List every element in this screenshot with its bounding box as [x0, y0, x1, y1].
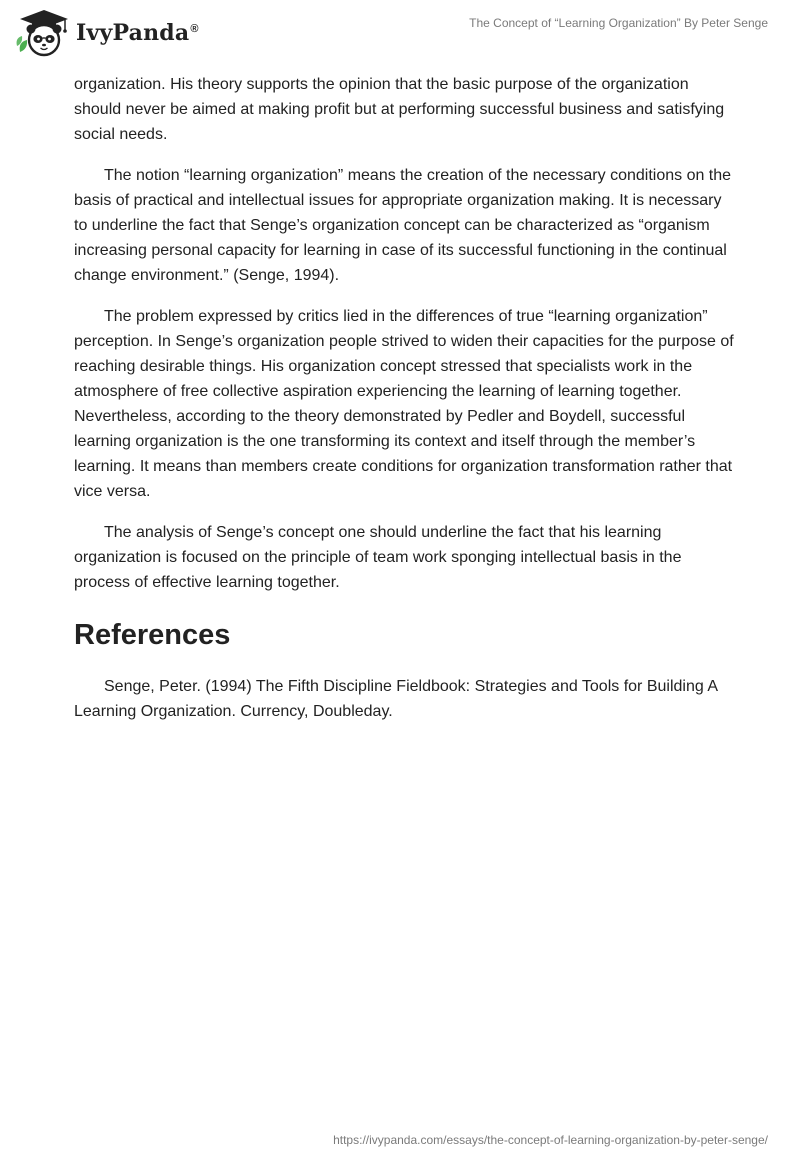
references-heading: References: [74, 619, 231, 651]
essay-content: [74, 72, 734, 740]
logo-text: IvyPanda®: [76, 20, 199, 46]
ivypanda-logo[interactable]: [14, 8, 199, 58]
paragraph: The notion “learning organization” means the creation of the necessary conditions on the basis of practical and intellectual issues for appropriate organization making. It is necessary to underline the fact that Senge’s organization concept can be characterized as “organism increasing personal capacity for learning in case of its successful functioning in the continual change environment.” (Senge, 1994).: [74, 167, 732, 284]
registered-mark: ®: [190, 22, 199, 35]
paragraph-continued: organization. His theory supports the opinion that the basic purpose of the organization should never be aimed at making profit but at performing successful business and satisfying social needs.: [74, 76, 725, 143]
reference-entry: Senge, Peter. (1994) The Fifth Discipline Fieldbook: Strategies and Tools for Building A Learning Organization. Currency, Doubleday.: [74, 678, 718, 720]
paragraph: The problem expressed by critics lied in the differences of true “learning organization” perception. In Senge’s organization people strived to widen their capacities for the purpose of reaching desirable things. His organization concept stressed that specialists work in the atmosphere of free collective aspiration experiencing the learning of learning together. Nevertheless, according to the theory demonstrated by Pedler and Boydell, successful learning organization is the one transforming its context and itself through the member’s learning. It means than members create conditions for organization transformation rather that vice versa.: [74, 308, 734, 500]
document-title: The Concept of “Learning Organization” By Peter Senge: [469, 16, 768, 30]
source-url[interactable]: https://ivypanda.com/essays/the-concept-of-learning-organization-by-peter-senge/: [333, 1133, 768, 1147]
panda-graduate-icon: [14, 8, 74, 58]
paragraph: The analysis of Senge’s concept one should underline the fact that his learning organization is focused on the principle of team work sponging intellectual basis in the process of effective learning together.: [74, 524, 682, 591]
page-header: [0, 0, 800, 64]
